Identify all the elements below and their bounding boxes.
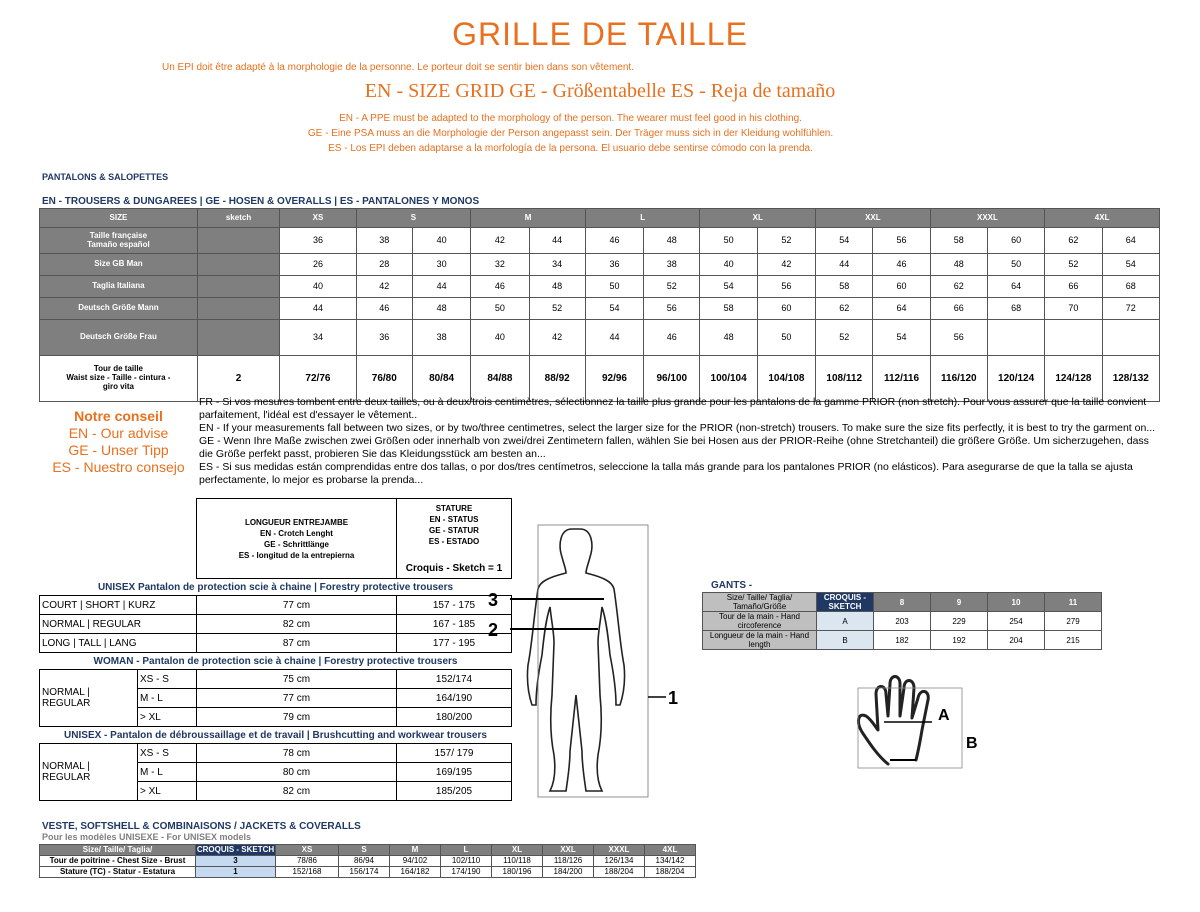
jacket-value: 126/134 bbox=[594, 856, 645, 867]
size-group-header: XL bbox=[700, 209, 816, 228]
inseam-value: 75 cm bbox=[197, 670, 397, 689]
stature-header-line: EN - STATUS bbox=[429, 515, 479, 524]
jacket-value: 152/168 bbox=[276, 867, 339, 878]
size-value: 56 bbox=[873, 228, 930, 254]
size-value: 52 bbox=[757, 228, 815, 254]
size-value: 62 bbox=[1045, 228, 1102, 254]
waist-value: 76/80 bbox=[356, 356, 412, 402]
size-group-header: XS bbox=[280, 209, 356, 228]
label-a: A bbox=[938, 707, 950, 724]
inseam-value: 78 cm bbox=[197, 744, 397, 763]
waist-value: 128/132 bbox=[1102, 356, 1159, 402]
gloves-size-label: Size/ Taille/ Taglia/ Tamaño/Größe bbox=[703, 593, 817, 612]
fit-label: LONG | TALL | LANG bbox=[40, 634, 197, 653]
glove-value: 204 bbox=[988, 631, 1045, 650]
size-value: 54 bbox=[585, 298, 643, 320]
advice-text bbox=[199, 396, 1159, 487]
advice-head-es: ES - Nuestro consejo bbox=[52, 459, 185, 475]
stature-value: 169/195 bbox=[397, 763, 512, 782]
glove-value: 182 bbox=[874, 631, 931, 650]
size-value: 46 bbox=[873, 254, 930, 276]
stature-value: 152/174 bbox=[397, 670, 512, 689]
advice-heading bbox=[40, 408, 197, 476]
row-label: Deutsch Größe Frau bbox=[40, 320, 198, 356]
trousers-row bbox=[40, 276, 1160, 298]
gloves-title: GANTS - bbox=[711, 580, 753, 591]
jacket-value: 118/126 bbox=[543, 856, 594, 867]
trousers-row bbox=[40, 298, 1160, 320]
sketch-cell bbox=[197, 228, 279, 254]
intro-en: EN - A PPE must be adapted to the morphology of the person. The wearer must feel good in his clothing. bbox=[339, 113, 802, 124]
jackets-size-label: Size/ Taille/ Taglia/ bbox=[40, 845, 196, 856]
jacket-value: 156/174 bbox=[339, 867, 390, 878]
size-value: 50 bbox=[585, 276, 643, 298]
advice-fr: FR - Si vos mesures tombent entre deux tailles, ou à deux/trois centimètres, sélectionnez la taille plus grande pour les pantalons de la gamme PRIOR (non stretch). Pour vous assurer que la taille convient parfaitement, l'idéal est d'essayer le vêtement.. bbox=[199, 396, 1147, 421]
size-value: 58 bbox=[816, 276, 873, 298]
waist-value: 80/84 bbox=[412, 356, 470, 402]
size-value: 46 bbox=[471, 276, 529, 298]
size-value: 42 bbox=[356, 276, 412, 298]
size-value: 58 bbox=[700, 298, 757, 320]
size-value: 54 bbox=[700, 276, 757, 298]
stature-value: 185/205 bbox=[397, 782, 512, 801]
size-value: 50 bbox=[987, 254, 1044, 276]
jacket-value: 184/200 bbox=[543, 867, 594, 878]
advice-ge: GE - Wenn Ihre Maße zwischen zwei Größen oder innerhalb von zwei/drei Zentimetern fallen, wählen Sie bei Hosen aus der PRIOR-Reihe (ohne Stretchanteil) die größere Größe. Um sicherzugehen, dass die Größe perfekt passt, probieren Sie das Kleidungsstück am besten an... bbox=[199, 435, 1149, 460]
size-group-header: S bbox=[356, 209, 471, 228]
multilingual-title: EN - SIZE GRID GE - Größentabelle ES - Reja de tamaño bbox=[364, 80, 836, 102]
stature-header-line: GE - STATUR bbox=[429, 526, 479, 535]
woman-section-title: WOMAN - Pantalon de protection scie à chaine | Forestry protective trousers bbox=[93, 655, 458, 667]
size-group-header: XXL bbox=[816, 209, 931, 228]
woman-row bbox=[40, 670, 512, 689]
waist-value: 112/116 bbox=[873, 356, 930, 402]
stature-value: 164/190 bbox=[397, 689, 512, 708]
size-value: 44 bbox=[585, 320, 643, 356]
size-value: 66 bbox=[1045, 276, 1102, 298]
inseam-value: 77 cm bbox=[197, 596, 397, 615]
jacket-size: XS bbox=[276, 845, 339, 856]
size-value: 48 bbox=[529, 276, 585, 298]
section-jackets: VESTE, SOFTSHELL & COMBINAISONS / JACKETS & COVERALLS bbox=[42, 821, 361, 832]
size-value: 68 bbox=[1102, 276, 1159, 298]
label-b: B bbox=[966, 735, 978, 752]
size-value: 54 bbox=[816, 228, 873, 254]
label-3: 3 bbox=[488, 590, 499, 610]
row-label: Size GB Man bbox=[40, 254, 198, 276]
size-value: 40 bbox=[471, 320, 529, 356]
blank-cell bbox=[40, 499, 197, 579]
gloves-size-table bbox=[702, 592, 1102, 650]
waist-value: 92/96 bbox=[585, 356, 643, 402]
brush-section bbox=[40, 727, 512, 744]
jacket-value: 94/102 bbox=[390, 856, 441, 867]
inseam-header-line: EN - Crotch Lenght bbox=[260, 528, 333, 538]
size-value: 68 bbox=[987, 298, 1044, 320]
size-value: 36 bbox=[585, 254, 643, 276]
jackets-croquis-header: CROQUIS - SKETCH bbox=[196, 845, 275, 854]
jackets-size-table bbox=[39, 844, 696, 878]
gloves-croquis-header: CROQUIS - SKETCH bbox=[817, 593, 874, 612]
size-value: 50 bbox=[471, 298, 529, 320]
size-value: 42 bbox=[529, 320, 585, 356]
brush-section-title: UNISEX - Pantalon de débroussaillage et de travail | Brushcutting and workwear trousers bbox=[64, 729, 487, 741]
size-value: 44 bbox=[280, 298, 356, 320]
glove-value: 279 bbox=[1045, 612, 1102, 631]
trousers-header-row bbox=[40, 209, 1160, 228]
size-value: 36 bbox=[280, 228, 356, 254]
jacket-sketch-ref: 3 bbox=[196, 856, 276, 867]
sketch-cell bbox=[197, 298, 279, 320]
intro-ge: GE - Eine PSA muss an die Morphologie der Person angepasst sein. Der Träger muss sich in der Kleidung wohlfühlen. bbox=[307, 128, 834, 139]
size-group-header: L bbox=[585, 209, 700, 228]
unisex-row bbox=[40, 615, 512, 634]
waist-value: 84/88 bbox=[471, 356, 529, 402]
sketch-header: sketch bbox=[197, 209, 279, 228]
stature-value: 167 - 185 bbox=[397, 615, 512, 634]
inseam-header bbox=[197, 499, 397, 579]
body-outline-icon bbox=[527, 529, 624, 791]
label-1: 1 bbox=[668, 688, 679, 708]
size-range: XS - S bbox=[138, 670, 197, 689]
waist-row bbox=[40, 356, 1160, 402]
size-value: 64 bbox=[987, 276, 1044, 298]
waist-value: 124/128 bbox=[1045, 356, 1102, 402]
waist-value: 96/100 bbox=[644, 356, 700, 402]
glove-value: 229 bbox=[931, 612, 988, 631]
inseam-header-line: ES - longitud de la entrepierna bbox=[238, 550, 355, 560]
jacket-size: 4XL bbox=[645, 845, 696, 856]
size-value: 40 bbox=[700, 254, 757, 276]
waist-value: 72/76 bbox=[280, 356, 356, 402]
sketch-cell bbox=[197, 254, 279, 276]
row-label: Deutsch Größe Mann bbox=[40, 298, 198, 320]
stature-header-line: STATURE bbox=[435, 504, 473, 513]
size-value: 54 bbox=[873, 320, 930, 356]
size-header: SIZE bbox=[40, 209, 198, 228]
size-value: 48 bbox=[412, 298, 470, 320]
row-label: Taille française Tamaño español bbox=[40, 228, 198, 254]
glove-size: 9 bbox=[931, 593, 988, 612]
inseam-value: 79 cm bbox=[197, 708, 397, 727]
page-title: GRILLE DE TAILLE bbox=[452, 16, 748, 52]
sketch-cell bbox=[197, 276, 279, 298]
jacket-value: 164/182 bbox=[390, 867, 441, 878]
size-value: 62 bbox=[930, 276, 987, 298]
size-value: 40 bbox=[280, 276, 356, 298]
glove-size: 8 bbox=[874, 593, 931, 612]
trousers-row bbox=[40, 320, 1160, 356]
size-value: 62 bbox=[816, 298, 873, 320]
size-range: > XL bbox=[138, 708, 197, 727]
stature-value: 157/ 179 bbox=[397, 744, 512, 763]
gloves-row bbox=[703, 612, 1102, 631]
size-value: 58 bbox=[930, 228, 987, 254]
size-value: 36 bbox=[356, 320, 412, 356]
size-value: 50 bbox=[700, 228, 757, 254]
size-value: 28 bbox=[356, 254, 412, 276]
jacket-size: L bbox=[441, 845, 492, 856]
jacket-value: 86/94 bbox=[339, 856, 390, 867]
size-value: 38 bbox=[644, 254, 700, 276]
size-value bbox=[1045, 320, 1102, 356]
jacket-measure-label: Tour de poitrine - Chest Size - Brust bbox=[40, 856, 196, 867]
unisex-section-title: UNISEX Pantalon de protection scie à chaine | Forestry protective trousers bbox=[97, 581, 454, 593]
size-value: 44 bbox=[816, 254, 873, 276]
hand-frame bbox=[858, 688, 962, 768]
gloves-row bbox=[703, 631, 1102, 650]
advice-head-ge: GE - Unser Tipp bbox=[68, 442, 169, 458]
waist-value: 88/92 bbox=[529, 356, 585, 402]
inseam-value: 77 cm bbox=[197, 689, 397, 708]
glove-sketch-ref: B bbox=[817, 631, 874, 650]
trousers-row bbox=[40, 254, 1160, 276]
glove-value: 215 bbox=[1045, 631, 1102, 650]
stature-value: 157 - 175 bbox=[397, 596, 512, 615]
unisex-section bbox=[40, 579, 512, 596]
jacket-value: 180/196 bbox=[492, 867, 543, 878]
woman-section bbox=[40, 653, 512, 670]
size-value: 66 bbox=[930, 298, 987, 320]
waist-value: 116/120 bbox=[930, 356, 987, 402]
fit-group-label: NORMAL | REGULAR bbox=[40, 744, 138, 801]
waist-value: 120/124 bbox=[987, 356, 1044, 402]
size-value: 60 bbox=[987, 228, 1044, 254]
inseam-value: 87 cm bbox=[197, 634, 397, 653]
size-value: 46 bbox=[356, 298, 412, 320]
jacket-size: XXXL bbox=[594, 845, 645, 856]
waist-sketch: 2 bbox=[197, 356, 279, 402]
section-unisex-models: Pour les modèles UNISEXE - For UNISEX models bbox=[42, 832, 252, 842]
size-value: 34 bbox=[280, 320, 356, 356]
glove-size: 10 bbox=[988, 593, 1045, 612]
fit-group-label: NORMAL | REGULAR bbox=[40, 670, 138, 727]
fit-label: NORMAL | REGULAR bbox=[40, 615, 197, 634]
size-value: 54 bbox=[1102, 254, 1159, 276]
trousers-size-table bbox=[39, 208, 1160, 402]
size-range: M - L bbox=[138, 689, 197, 708]
size-value: 56 bbox=[644, 298, 700, 320]
section-trousers: EN - TROUSERS & DUNGAREES | GE - HOSEN & OVERALLS | ES - PANTALONES Y MONOS bbox=[42, 196, 480, 207]
advice-head-fr: Notre conseil bbox=[74, 408, 163, 424]
size-value: 46 bbox=[585, 228, 643, 254]
jacket-value: 174/190 bbox=[441, 867, 492, 878]
length-header-row bbox=[40, 499, 512, 579]
inseam-header-line: GE - Schrittlänge bbox=[264, 539, 329, 549]
size-group-header: XXXL bbox=[930, 209, 1045, 228]
unisex-row bbox=[40, 634, 512, 653]
size-value: 38 bbox=[412, 320, 470, 356]
subtitle-fr: Un EPI doit être adapté à la morphologie de la personne. Le porteur doit se sentir bien dans son vêtement. bbox=[162, 62, 634, 73]
hand-outline-icon bbox=[859, 677, 929, 765]
size-value: 42 bbox=[471, 228, 529, 254]
size-value: 52 bbox=[644, 276, 700, 298]
glove-value: 254 bbox=[988, 612, 1045, 631]
glove-value: 203 bbox=[874, 612, 931, 631]
glove-size: 11 bbox=[1045, 593, 1102, 612]
jacket-size: XXL bbox=[543, 845, 594, 856]
advice-head-en: EN - Our advise bbox=[68, 425, 169, 441]
croquis-label: Croquis - Sketch = 1 bbox=[405, 563, 503, 574]
size-value: 60 bbox=[873, 276, 930, 298]
jacket-value: 110/118 bbox=[492, 856, 543, 867]
size-value: 72 bbox=[1102, 298, 1159, 320]
size-value: 56 bbox=[930, 320, 987, 356]
jacket-value: 188/204 bbox=[594, 867, 645, 878]
size-value: 48 bbox=[700, 320, 757, 356]
glove-measure-label: Tour de la main - Hand circoference bbox=[703, 612, 817, 631]
size-value: 52 bbox=[816, 320, 873, 356]
size-value: 48 bbox=[930, 254, 987, 276]
waist-value: 100/104 bbox=[700, 356, 757, 402]
glove-sketch-ref: A bbox=[817, 612, 874, 631]
jacket-value: 134/142 bbox=[645, 856, 696, 867]
stature-value: 180/200 bbox=[397, 708, 512, 727]
jackets-header-row bbox=[40, 845, 696, 856]
size-value: 60 bbox=[757, 298, 815, 320]
waist-label: Tour de taille Waist size - Taille - cintura - giro vita bbox=[40, 356, 198, 402]
jacket-size: XL bbox=[492, 845, 543, 856]
size-value: 26 bbox=[280, 254, 356, 276]
size-group-header: 4XL bbox=[1045, 209, 1160, 228]
size-value: 64 bbox=[1102, 228, 1159, 254]
section-pantalons: PANTALONS & SALOPETTES bbox=[42, 172, 169, 182]
hand-sketch bbox=[848, 668, 988, 773]
waist-value: 108/112 bbox=[816, 356, 873, 402]
size-value: 52 bbox=[529, 298, 585, 320]
size-value: 48 bbox=[644, 228, 700, 254]
jackets-row bbox=[40, 867, 696, 878]
size-range: > XL bbox=[138, 782, 197, 801]
stature-header-line: ES - ESTADO bbox=[428, 537, 480, 546]
gloves-header-row bbox=[703, 593, 1102, 612]
fit-label: COURT | SHORT | KURZ bbox=[40, 596, 197, 615]
jackets-row bbox=[40, 856, 696, 867]
label-2: 2 bbox=[488, 620, 499, 640]
unisex-row bbox=[40, 596, 512, 615]
size-value: 44 bbox=[529, 228, 585, 254]
waist-value: 104/108 bbox=[757, 356, 815, 402]
size-value: 70 bbox=[1045, 298, 1102, 320]
size-value: 40 bbox=[412, 228, 470, 254]
size-group-header: M bbox=[471, 209, 586, 228]
size-value: 32 bbox=[471, 254, 529, 276]
trousers-row bbox=[40, 228, 1160, 254]
intro-es: ES - Los EPI deben adaptarse a la morfología de la persona. El usuario debe sentirse cómodo con la prenda. bbox=[328, 143, 813, 154]
stature-value: 177 - 195 bbox=[397, 634, 512, 653]
advice-en: EN - If your measurements fall between two sizes, or by two/three centimetres, select the larger size for the PRIOR (non-stretch) trousers. To make sure the size fits perfectly, it is best to try the garment on... bbox=[199, 422, 1156, 434]
size-value: 38 bbox=[356, 228, 412, 254]
jacket-value: 102/110 bbox=[441, 856, 492, 867]
jacket-value: 78/86 bbox=[276, 856, 339, 867]
brush-row bbox=[40, 744, 512, 763]
inseam-value: 82 cm bbox=[197, 782, 397, 801]
size-value: 42 bbox=[757, 254, 815, 276]
size-value: 44 bbox=[412, 276, 470, 298]
size-range: M - L bbox=[138, 763, 197, 782]
jacket-measure-label: Stature (TC) - Statur - Estatura bbox=[40, 867, 196, 878]
sketch-cell bbox=[197, 320, 279, 356]
jacket-value: 188/204 bbox=[645, 867, 696, 878]
size-value bbox=[1102, 320, 1159, 356]
inseam-stature-table bbox=[39, 498, 512, 801]
size-value: 46 bbox=[644, 320, 700, 356]
inseam-header-line: LONGUEUR ENTREJAMBE bbox=[244, 517, 349, 527]
size-value: 56 bbox=[757, 276, 815, 298]
jacket-size: S bbox=[339, 845, 390, 856]
size-value: 30 bbox=[412, 254, 470, 276]
inseam-value: 82 cm bbox=[197, 615, 397, 634]
jacket-sketch-ref: 1 bbox=[196, 867, 276, 878]
glove-value: 192 bbox=[931, 631, 988, 650]
inseam-value: 80 cm bbox=[197, 763, 397, 782]
size-value: 50 bbox=[757, 320, 815, 356]
body-sketch bbox=[480, 515, 700, 800]
size-value: 52 bbox=[1045, 254, 1102, 276]
glove-measure-label: Longueur de la main - Hand length bbox=[703, 631, 817, 650]
advice-es: ES - Si sus medidas están comprendidas entre dos tallas, o por dos/tres centímetros, seleccione la talla más grande para los pantalones PRIOR (no elásticos). Para asegurarse de que la talla se ajusta perfectamente, lo mejor es probarse la prenda... bbox=[199, 461, 1133, 486]
size-value: 34 bbox=[529, 254, 585, 276]
size-value bbox=[987, 320, 1044, 356]
size-range: XS - S bbox=[138, 744, 197, 763]
size-value: 64 bbox=[873, 298, 930, 320]
jacket-size: M bbox=[390, 845, 441, 856]
row-label: Taglia Italiana bbox=[40, 276, 198, 298]
